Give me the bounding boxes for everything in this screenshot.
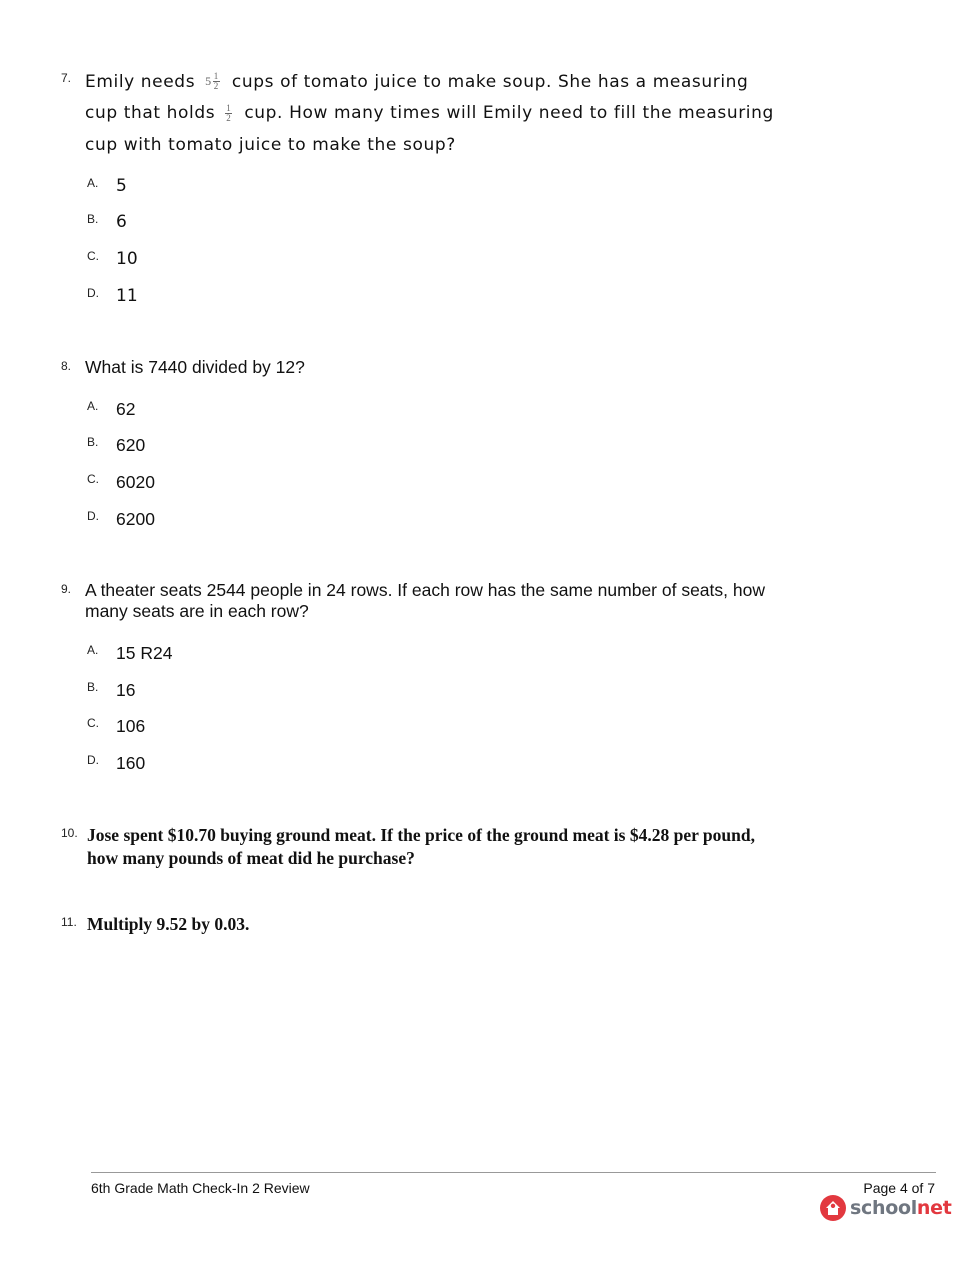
question-text: Emily needs 5 $\frac{1}{2}$ cups of tomato juice to make soup. She has a measuring cup that holds $\frac{1}{2}$ cup. How many times will Emily need to fill the measuring cup with tomato juice to make the soup?: [85, 66, 775, 161]
mixed-fraction: 5 $\frac{1}{2}$: [205, 71, 219, 92]
footer-divider: [91, 1172, 936, 1173]
answer-option[interactable]: C. 10: [87, 249, 138, 269]
question-text: Jose spent $10.70 buying ground meat. If the price of the ground meat is $4.28 per pound, how many pounds of meat did he purchase?: [87, 825, 755, 868]
question-number: 10.: [61, 826, 78, 840]
answer-option[interactable]: D. 160: [87, 753, 146, 773]
answer-option[interactable]: A. 62: [87, 399, 136, 419]
question-text: Multiply 9.52 by 0.03.: [87, 914, 250, 934]
answer-option[interactable]: D. 6200: [87, 509, 155, 529]
page-number: Page 4 of 7: [863, 1180, 935, 1196]
question-number: 9.: [61, 582, 72, 596]
answer-option[interactable]: C. 106: [87, 716, 146, 736]
answer-option[interactable]: B. 620: [87, 435, 146, 455]
schoolnet-logo: schoolnet: [820, 1194, 952, 1222]
question-number: 7.: [61, 71, 72, 85]
answer-option[interactable]: A. 5: [87, 176, 127, 196]
answer-option[interactable]: B. 16: [87, 680, 136, 700]
answer-option[interactable]: B. 6: [87, 212, 127, 232]
answer-option[interactable]: C. 6020: [87, 472, 155, 492]
house-icon: [820, 1195, 846, 1221]
answer-option[interactable]: D. 11: [87, 286, 138, 306]
answer-option[interactable]: A. 15 R24: [87, 643, 173, 663]
question-number: 8.: [61, 359, 72, 373]
fraction: $\frac{1}{2}$: [226, 102, 232, 123]
question-number: 11.: [61, 915, 77, 929]
question-text: What is 7440 divided by 12?: [85, 357, 305, 377]
footer-title: 6th Grade Math Check-In 2 Review: [91, 1180, 310, 1196]
question-text: A theater seats 2544 people in 24 rows. If each row has the same number of seats, how many seats are in each row?: [85, 580, 765, 621]
